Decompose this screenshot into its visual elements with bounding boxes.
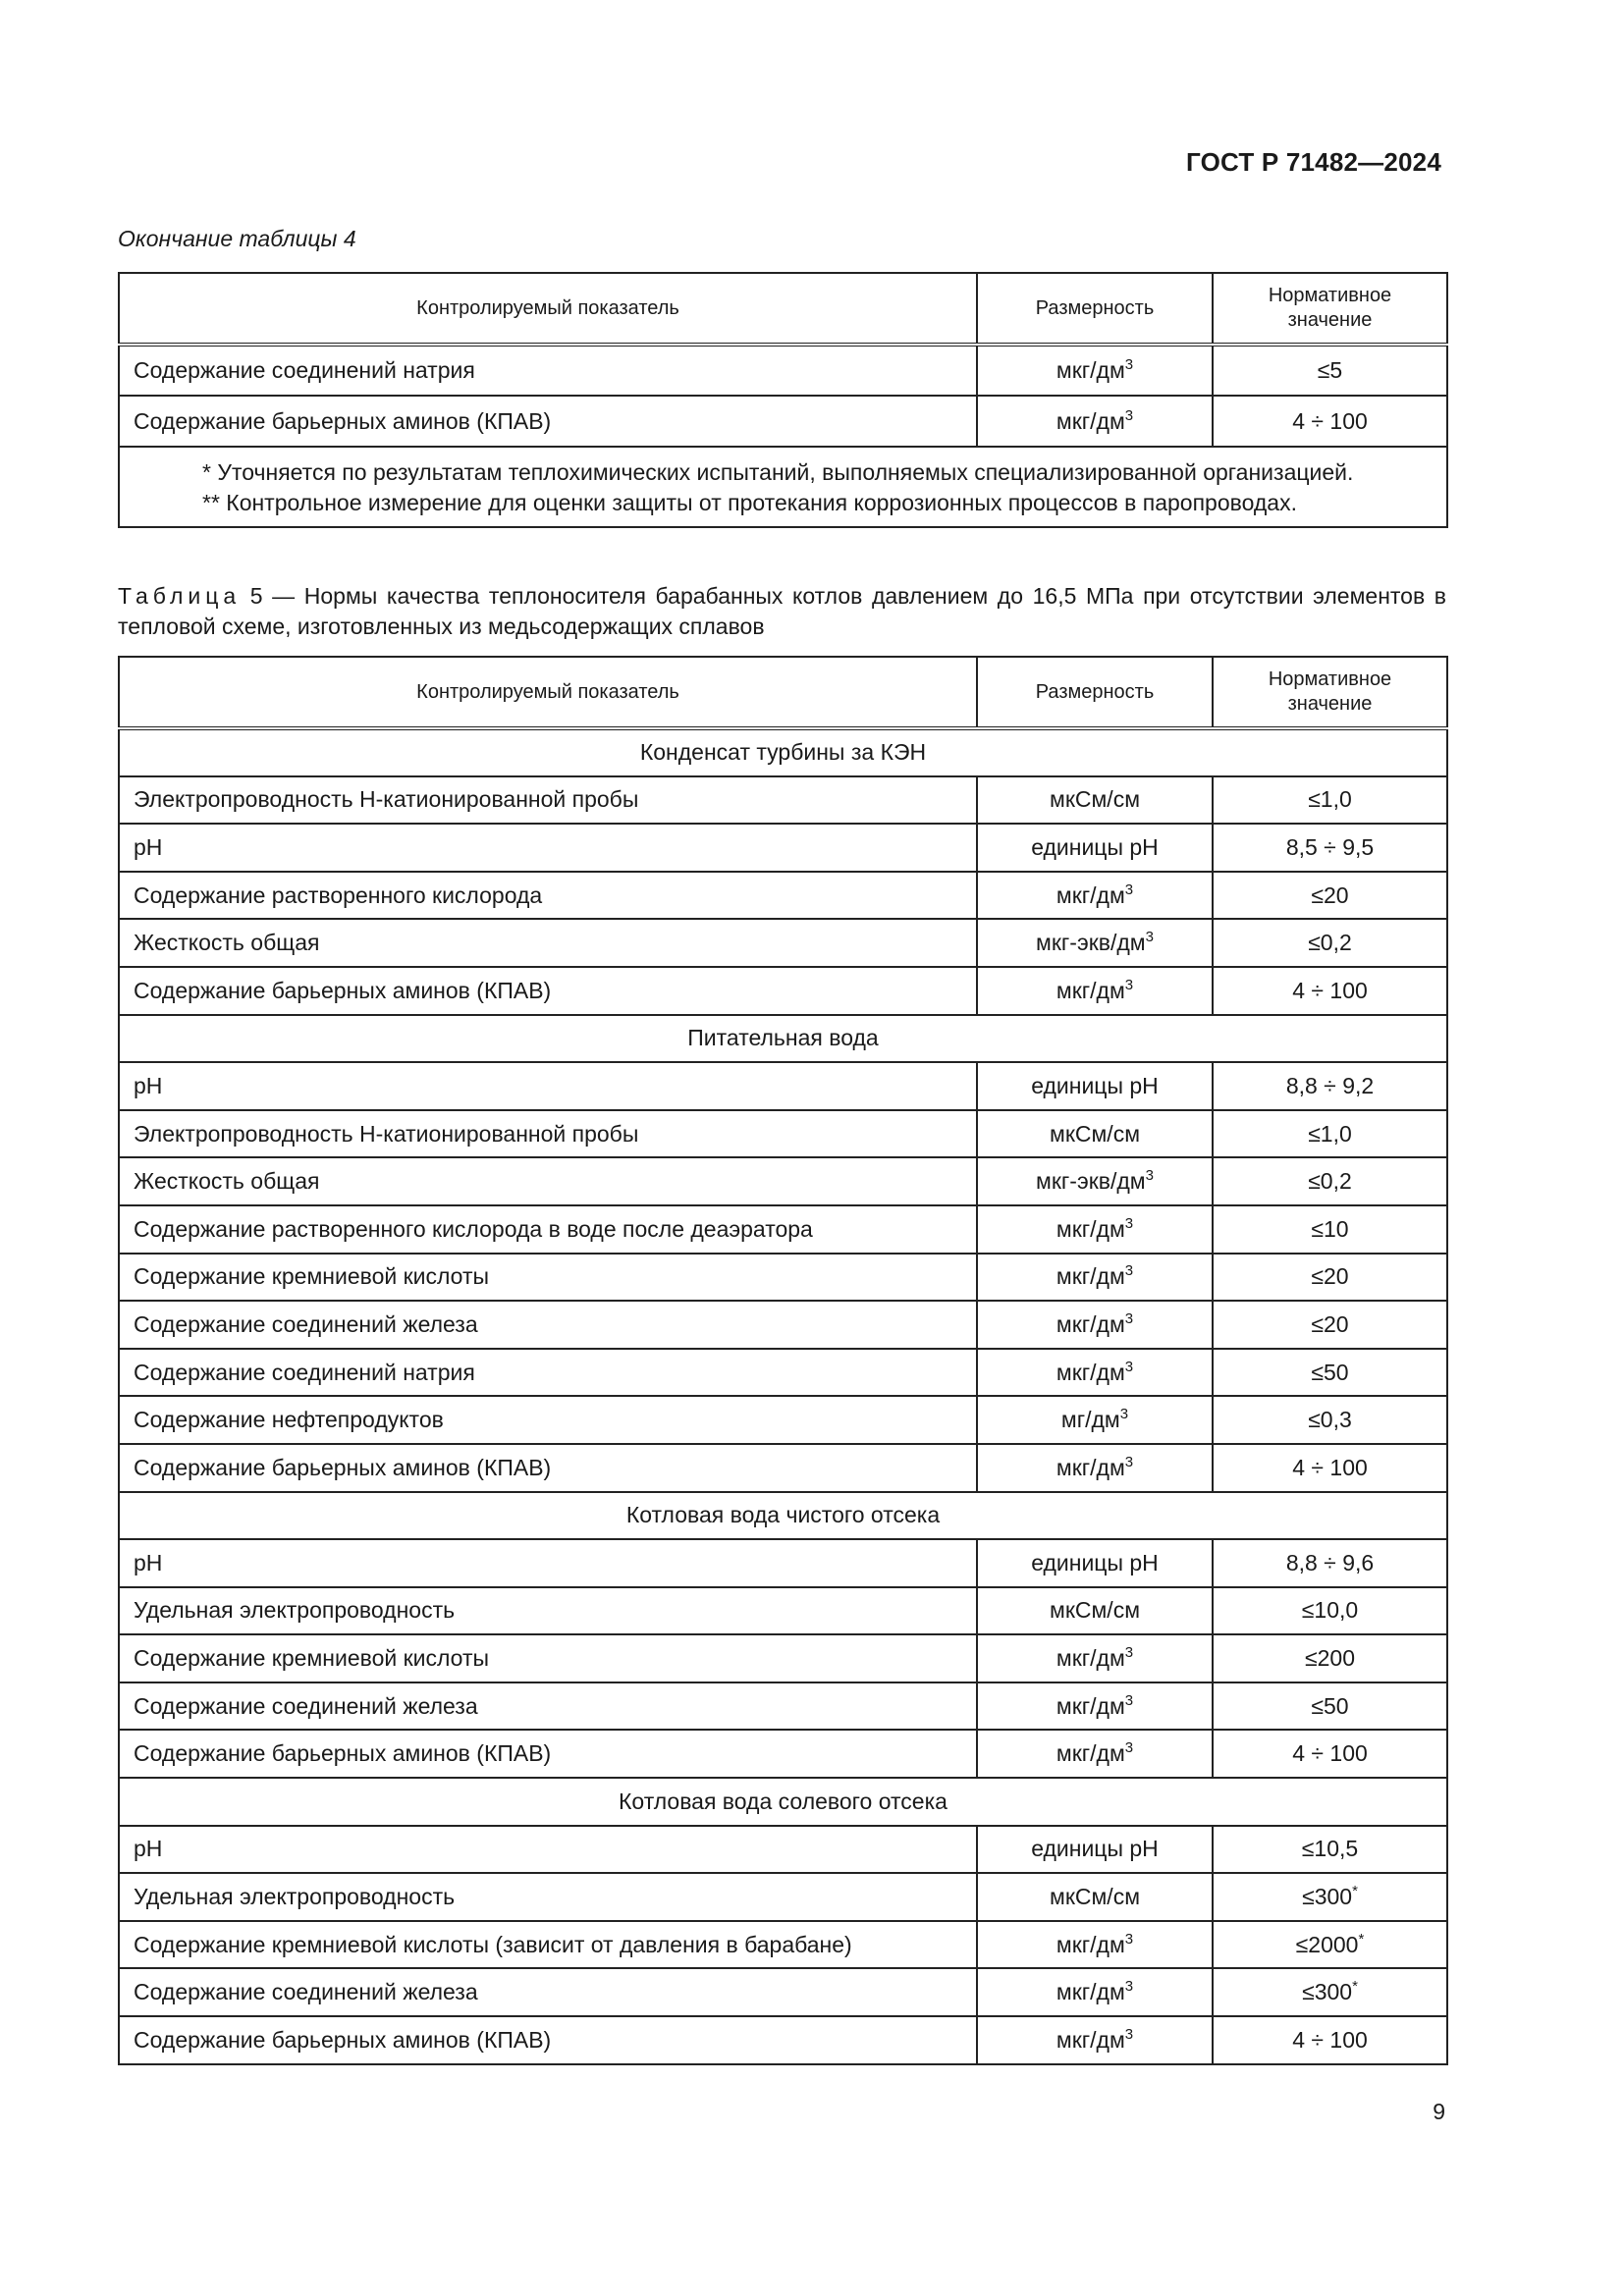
unit-cell: мкг/$дм^3$ <box>977 1301 1213 1349</box>
norm-cell: ≤1,0 <box>1213 776 1447 825</box>
table-row <box>119 1110 1447 1158</box>
table-header-row <box>119 657 1447 728</box>
table-row <box>119 1587 1447 1635</box>
unit-cell: мкг/$дм^3$ <box>977 1730 1213 1778</box>
indicator-cell: pH <box>119 1826 977 1874</box>
indicator-cell: pH <box>119 824 977 872</box>
section-row <box>119 1015 1447 1063</box>
table-row <box>119 967 1447 1015</box>
table-row <box>119 345 1447 396</box>
norm-cell: ≤0,2 <box>1213 919 1447 967</box>
indicator-cell: Содержание соединений железа <box>119 1682 977 1731</box>
indicator-cell: Содержание растворенного кислорода в воде после деаэратора <box>119 1205 977 1254</box>
section-row <box>119 1778 1447 1826</box>
indicator-cell: Содержание нефтепродуктов <box>119 1396 977 1444</box>
section-title: Котловая вода солевого отсека <box>119 1778 1447 1826</box>
indicator-cell: Электропроводность H-катионированной пробы <box>119 1110 977 1158</box>
table-4 <box>118 272 1448 528</box>
table-row <box>119 872 1447 920</box>
table-notes <box>119 447 1447 527</box>
table-row <box>119 1396 1447 1444</box>
indicator-cell: Содержание кремниевой кислоты (зависит от давления в барабане) <box>119 1921 977 1969</box>
unit-cell: мкСм/см <box>977 1587 1213 1635</box>
table4-continuation-caption: Окончание таблицы 4 <box>118 226 356 251</box>
table-header-row <box>119 273 1447 345</box>
page-number: 9 <box>1433 2099 1445 2124</box>
indicator-cell: Удельная электропроводность <box>119 1873 977 1921</box>
norm-cell: ≤0,2 <box>1213 1157 1447 1205</box>
indicator-cell: Содержание соединений железа <box>119 1968 977 2016</box>
norm-cell: 4 ÷ 100 <box>1213 2016 1447 2064</box>
norm-cell: 4 ÷ 100 <box>1213 967 1447 1015</box>
indicator-cell: Содержание растворенного кислорода <box>119 872 977 920</box>
unit-cell: мкСм/см <box>977 1110 1213 1158</box>
table-row <box>119 2016 1447 2064</box>
norm-cell: ≤10,0 <box>1213 1587 1447 1635</box>
table-row <box>119 1062 1447 1110</box>
indicator-cell: Содержание барьерных аминов (КПАВ) <box>119 396 977 447</box>
table-row <box>119 776 1447 825</box>
unit-cell: мкг/$дм^3$ <box>977 1205 1213 1254</box>
norm-cell: ≤50 <box>1213 1349 1447 1397</box>
unit-cell: мкг/$дм^3$ <box>977 1254 1213 1302</box>
column-header-norm: Нормативное значение <box>1213 273 1447 345</box>
indicator-cell: Удельная электропроводность <box>119 1587 977 1635</box>
column-header-indicator: Контролируемый показатель <box>119 273 977 345</box>
norm-cell: 4 ÷ 100 <box>1213 1444 1447 1492</box>
indicator-cell: Жесткость общая <box>119 1157 977 1205</box>
norm-cell: ≤5 <box>1213 345 1447 396</box>
table-row <box>119 1157 1447 1205</box>
column-header-unit: Размерность <box>977 273 1213 345</box>
norm-cell: ≤10,5 <box>1213 1826 1447 1874</box>
section-title: Конденсат турбины за КЭН <box>119 728 1447 776</box>
table-row <box>119 919 1447 967</box>
table-row <box>119 1921 1447 1969</box>
norm-cell: ≤20 <box>1213 1301 1447 1349</box>
norm-cell: ≤2000* <box>1213 1921 1447 1969</box>
indicator-cell: Электропроводность H-катионированной пробы <box>119 776 977 825</box>
column-header-unit: Размерность <box>977 657 1213 728</box>
unit-cell: мкг/$дм^3$ <box>977 872 1213 920</box>
table5-caption-text: 5 — Нормы качества теплоносителя барабанных котлов давлением до 16,5 МПа при отсутствии элементов в тепловой схеме, изготовленных из медьсодержащих сплавов <box>118 583 1446 639</box>
indicator-cell: Содержание соединений натрия <box>119 345 977 396</box>
indicator-cell: Содержание барьерных аминов (КПАВ) <box>119 967 977 1015</box>
norm-cell: 4 ÷ 100 <box>1213 1730 1447 1778</box>
unit-cell: мкг/$дм^3$ <box>977 1634 1213 1682</box>
table-row <box>119 1444 1447 1492</box>
indicator-cell: pH <box>119 1539 977 1587</box>
norm-cell: 4 ÷ 100 <box>1213 396 1447 447</box>
norm-cell: 8,8 ÷ 9,6 <box>1213 1539 1447 1587</box>
norm-cell: ≤200 <box>1213 1634 1447 1682</box>
indicator-cell: Содержание барьерных аминов (КПАВ) <box>119 2016 977 2064</box>
table5-caption <box>118 581 1446 642</box>
table-row <box>119 1349 1447 1397</box>
unit-cell: мкг/$дм^3$ <box>977 1921 1213 1969</box>
unit-cell: мкг/$дм^3$ <box>977 1444 1213 1492</box>
section-row <box>119 728 1447 776</box>
unit-cell: единицы pH <box>977 824 1213 872</box>
column-header-norm: Нормативное значение <box>1213 657 1447 728</box>
indicator-cell: Содержание барьерных аминов (КПАВ) <box>119 1730 977 1778</box>
unit-cell: мкг/$дм^3$ <box>977 2016 1213 2064</box>
section-row <box>119 1492 1447 1540</box>
table-5 <box>118 656 1448 2065</box>
table-row <box>119 1968 1447 2016</box>
unit-cell: мкг/$дм^3$ <box>977 345 1213 396</box>
table-row <box>119 1873 1447 1921</box>
section-title: Питательная вода <box>119 1015 1447 1063</box>
norm-cell: ≤20 <box>1213 872 1447 920</box>
norm-cell: ≤300* <box>1213 1873 1447 1921</box>
table-row <box>119 1539 1447 1587</box>
section-title: Котловая вода чистого отсека <box>119 1492 1447 1540</box>
indicator-cell: Содержание барьерных аминов (КПАВ) <box>119 1444 977 1492</box>
norm-cell: ≤0,3 <box>1213 1396 1447 1444</box>
norm-cell: ≤10 <box>1213 1205 1447 1254</box>
unit-cell: мкг/$дм^3$ <box>977 1968 1213 2016</box>
indicator-cell: Содержание кремниевой кислоты <box>119 1254 977 1302</box>
indicator-cell: Содержание кремниевой кислоты <box>119 1634 977 1682</box>
unit-cell: единицы pH <box>977 1062 1213 1110</box>
table5-caption-label: Таблица <box>118 583 242 609</box>
unit-cell: $мг/дм^3$ <box>977 1396 1213 1444</box>
table-row <box>119 1254 1447 1302</box>
column-header-indicator: Контролируемый показатель <box>119 657 977 728</box>
indicator-cell: Жесткость общая <box>119 919 977 967</box>
table-row <box>119 1682 1447 1731</box>
table-row <box>119 1301 1447 1349</box>
table-row <box>119 396 1447 447</box>
table-row <box>119 1730 1447 1778</box>
unit-cell: мкг-$экв/дм^3$ <box>977 1157 1213 1205</box>
document-code: ГОСТ Р 71482—2024 <box>1186 147 1441 177</box>
unit-cell: мкг/$дм^3$ <box>977 396 1213 447</box>
note-2: ** Контрольное измерение для оценки защиты от протекания коррозионных процессов в паропроводах. <box>202 490 1297 515</box>
norm-cell: ≤50 <box>1213 1682 1447 1731</box>
indicator-cell: pH <box>119 1062 977 1110</box>
indicator-cell: Содержание соединений железа <box>119 1301 977 1349</box>
unit-cell: мкСм/см <box>977 1873 1213 1921</box>
norm-cell: ≤300* <box>1213 1968 1447 2016</box>
unit-cell: мкСм/см <box>977 776 1213 825</box>
unit-cell: единицы pH <box>977 1826 1213 1874</box>
table-row <box>119 1826 1447 1874</box>
norm-cell: 8,5 ÷ 9,5 <box>1213 824 1447 872</box>
unit-cell: мкг/$дм^3$ <box>977 967 1213 1015</box>
table-row <box>119 1205 1447 1254</box>
norm-cell: 8,8 ÷ 9,2 <box>1213 1062 1447 1110</box>
table-notes-row <box>119 447 1447 527</box>
unit-cell: мкг-$экв/дм^3$ <box>977 919 1213 967</box>
indicator-cell: Содержание соединений натрия <box>119 1349 977 1397</box>
norm-cell: ≤20 <box>1213 1254 1447 1302</box>
table-row <box>119 824 1447 872</box>
unit-cell: мкг/$дм^3$ <box>977 1349 1213 1397</box>
unit-cell: единицы pH <box>977 1539 1213 1587</box>
table-row <box>119 1634 1447 1682</box>
note-1: * Уточняется по результатам теплохимических испытаний, выполняемых специализированной организацией. <box>202 459 1354 485</box>
unit-cell: мкг/$дм^3$ <box>977 1682 1213 1731</box>
norm-cell: ≤1,0 <box>1213 1110 1447 1158</box>
